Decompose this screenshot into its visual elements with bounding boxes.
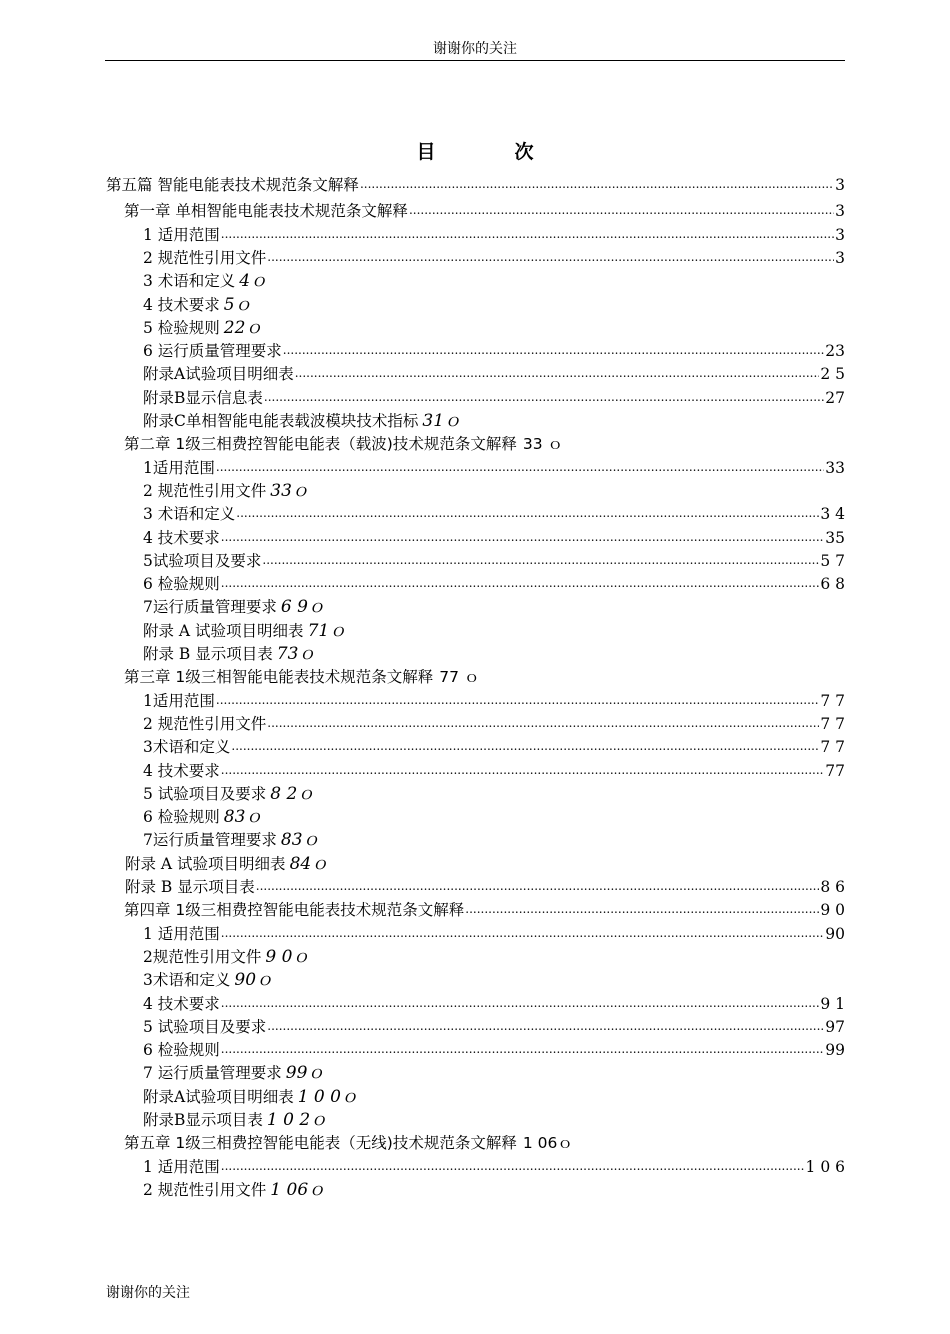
- toc-entry-label: 1 适用范围: [143, 1157, 220, 1176]
- toc-page-number: 73ｏ: [276, 644, 316, 664]
- toc-entry-label: 附录 B 显示项目表: [125, 878, 255, 896]
- toc-entry-label: 6 检验规则: [143, 808, 220, 827]
- toc-chapter-entry[interactable]: [124, 432, 563, 455]
- toc-entry-label: 7运行质量管理要求: [143, 831, 277, 850]
- toc-entry[interactable]: [143, 549, 845, 572]
- toc-page-number: 3: [835, 248, 845, 267]
- toc-entry-label: 附录B显示信息表: [143, 388, 263, 407]
- dot-leader: [221, 762, 824, 778]
- toc-page-number: 5 7: [820, 551, 845, 570]
- page-header: 谢谢你的关注: [105, 38, 845, 61]
- dot-leader: [221, 925, 824, 941]
- toc-entry-label: 5试验项目及要求: [143, 551, 262, 570]
- dot-leader: [221, 575, 820, 591]
- toc-entry-label: 2 规范性引用文件: [143, 481, 267, 500]
- toc-entry[interactable]: [143, 339, 845, 362]
- dot-leader: [264, 389, 824, 405]
- toc-page-number: 7 7: [820, 691, 845, 710]
- toc-entry[interactable]: [143, 479, 309, 502]
- toc-entry[interactable]: [125, 852, 328, 875]
- dot-leader: [283, 342, 824, 358]
- toc-entry[interactable]: [143, 1155, 845, 1178]
- toc-entry-label: 4 技术要求: [143, 528, 220, 547]
- dot-leader: [221, 1158, 805, 1174]
- toc-entry[interactable]: [143, 922, 845, 945]
- toc-entry-label: 4 技术要求: [143, 761, 220, 780]
- toc-entry-label: 5 试验项目及要求: [143, 1017, 267, 1036]
- toc-entry[interactable]: [143, 386, 845, 409]
- toc-page-number: 9 1: [820, 994, 845, 1013]
- toc-page-number: 23: [825, 342, 845, 361]
- toc-page-number: 1 06ｏ: [270, 1179, 326, 1200]
- toc-page-number: 8 2ｏ: [270, 783, 315, 804]
- toc-entry-label: 附录A试验项目明细表: [143, 1087, 294, 1106]
- dot-leader: [409, 202, 834, 218]
- toc-entry[interactable]: [143, 502, 845, 525]
- toc-page-number: 3 4: [820, 505, 845, 524]
- toc-page-number: 3: [835, 176, 845, 194]
- toc-entry[interactable]: [143, 759, 845, 782]
- toc-entry[interactable]: [143, 712, 845, 735]
- toc-page-number: 1 0 2ｏ: [266, 1110, 328, 1130]
- toc-entry-label: 6 运行质量管理要求: [143, 342, 282, 361]
- toc-page-number: 3: [835, 202, 845, 221]
- toc-page-number: 6 9ｏ: [280, 597, 325, 618]
- toc-entry-label: 4 技术要求: [143, 994, 220, 1013]
- toc-page-number: 33: [825, 458, 845, 477]
- toc-entry[interactable]: [143, 1085, 358, 1108]
- toc-entry[interactable]: [143, 362, 845, 385]
- toc-entry-label: 2 规范性引用文件: [143, 714, 267, 733]
- toc-entry-label: 附录B显示项目表: [143, 1111, 263, 1129]
- toc-entry-label: 3术语和定义: [143, 738, 231, 757]
- toc-entry-label: 3术语和定义: [143, 971, 231, 990]
- toc-entry[interactable]: [143, 1108, 327, 1131]
- toc-page-number: 7 7: [820, 738, 845, 757]
- toc-entry-label: 7运行质量管理要求: [143, 598, 277, 617]
- toc-page-number: 99ｏ: [285, 1063, 325, 1084]
- toc-page-number: 31ｏ: [422, 411, 462, 431]
- toc-entry-label: 1适用范围: [143, 691, 215, 710]
- toc-entry-label: 3 术语和定义: [143, 505, 236, 524]
- toc-entry[interactable]: [143, 409, 461, 432]
- dot-leader: [295, 365, 820, 381]
- toc-entry-label: 第三章 1级三相智能电能表技术规范条文解释: [124, 668, 434, 687]
- toc-page-number: 6 8: [820, 575, 845, 594]
- toc-entry-label: 1 适用范围: [143, 225, 220, 244]
- toc-entry[interactable]: [143, 269, 267, 292]
- toc-page-number: 4ｏ: [239, 271, 268, 292]
- dot-leader: [221, 529, 824, 545]
- toc-page-number: 90ｏ: [234, 970, 274, 991]
- toc-entry-label: 6 检验规则: [143, 575, 220, 594]
- toc-entry-label: 第四章 1级三相费控智能电能表技术规范条文解释: [124, 901, 465, 920]
- toc-chapter-entry[interactable]: [106, 173, 845, 196]
- toc-entry-label: 5 试验项目及要求: [143, 784, 267, 803]
- toc-page-number: 97: [825, 1017, 845, 1036]
- toc-page-number: 9 0: [820, 901, 845, 920]
- dot-leader: [465, 901, 819, 917]
- toc-entry[interactable]: [143, 526, 845, 549]
- toc-entry[interactable]: [143, 805, 262, 828]
- toc-entry-label: 附录 A 试验项目明细表: [125, 854, 286, 873]
- toc-page-number: 5ｏ: [223, 294, 252, 315]
- toc-page-number: 35: [825, 528, 845, 547]
- toc-entry[interactable]: [143, 595, 325, 618]
- toc-entry-label: 附录C单相智能电能表载波模块技术指标: [143, 412, 419, 430]
- toc-entry[interactable]: [143, 456, 845, 479]
- toc-page-number: 7 7: [820, 714, 845, 733]
- toc-entry[interactable]: [143, 619, 346, 642]
- toc-page-number: 77 ｏ: [439, 668, 480, 687]
- dot-leader: [221, 226, 834, 242]
- toc-entry[interactable]: [143, 992, 845, 1015]
- toc-page-number: 83ｏ: [280, 830, 320, 851]
- dot-leader: [221, 995, 820, 1011]
- toc-page-number: 2 5: [820, 365, 845, 384]
- toc-entry-label: 附录A试验项目明细表: [143, 365, 294, 384]
- toc-entry-label: 附录 A 试验项目明细表: [143, 621, 304, 640]
- toc-entry[interactable]: [143, 642, 315, 665]
- toc-entry[interactable]: [143, 689, 845, 712]
- toc-page-number: 1 0 6: [805, 1157, 845, 1176]
- dot-leader: [216, 692, 819, 708]
- toc-page-number: 27: [825, 388, 845, 407]
- toc-entry[interactable]: [143, 246, 845, 269]
- toc-entry-label: 4 技术要求: [143, 295, 220, 314]
- toc-entry[interactable]: [143, 782, 314, 805]
- toc-entry-label: 附录 B 显示项目表: [143, 645, 273, 663]
- toc-page-number: 3: [835, 225, 845, 244]
- toc-entry-label: 2 规范性引用文件: [143, 1180, 267, 1199]
- dot-leader: [267, 1018, 824, 1034]
- toc-entry[interactable]: [143, 293, 252, 316]
- page-footer: 谢谢你的关注: [106, 1285, 190, 1301]
- toc-chapter-entry[interactable]: [124, 1131, 573, 1154]
- toc-entry-label: 3 术语和定义: [143, 272, 236, 291]
- toc-page-number: 9 0ｏ: [265, 946, 310, 967]
- dot-leader: [360, 176, 834, 192]
- toc-chapter-entry[interactable]: [124, 898, 845, 921]
- toc-page-number: 77: [825, 761, 845, 780]
- toc-chapter-entry[interactable]: [124, 199, 845, 222]
- toc-page-number: 22ｏ: [223, 317, 263, 338]
- dot-leader: [231, 738, 819, 754]
- toc-entry-label: 6 检验规则: [143, 1041, 220, 1060]
- toc-entry-label: 第五篇 智能电能表技术规范条文解释: [106, 176, 359, 194]
- toc-entry-label: 1适用范围: [143, 458, 215, 477]
- toc-page-number: 8 6: [820, 878, 845, 896]
- toc-entry-label: 1 适用范围: [143, 924, 220, 943]
- toc-entry[interactable]: [143, 1178, 325, 1201]
- dot-leader: [221, 1041, 824, 1057]
- toc-entry[interactable]: [143, 223, 845, 246]
- toc-page-number: 1 0 0ｏ: [297, 1086, 358, 1107]
- toc-entry-label: 2 规范性引用文件: [143, 248, 267, 267]
- toc-entry-label: 第一章 单相智能电能表技术规范条文解释: [124, 202, 408, 221]
- toc-entry[interactable]: [143, 1038, 845, 1061]
- toc-entry[interactable]: [143, 735, 845, 758]
- dot-leader: [256, 878, 820, 894]
- toc-entry[interactable]: [125, 875, 845, 898]
- toc-page-number: 84ｏ: [289, 853, 329, 874]
- toc-page-number: 83ｏ: [223, 807, 263, 828]
- toc-page-number: 99: [825, 1041, 845, 1060]
- toc-entry[interactable]: [143, 828, 320, 851]
- toc-entry[interactable]: [143, 572, 845, 595]
- toc-page-number: 33 ｏ: [522, 435, 563, 454]
- toc-entry-label: 第五章 1级三相费控智能电能表（无线)技术规范条文解释: [124, 1134, 517, 1153]
- toc-entry-label: 第二章 1级三相费控智能电能表（载波)技术规范条文解释: [124, 435, 517, 454]
- dot-leader: [267, 249, 834, 265]
- toc-chapter-entry[interactable]: [124, 665, 479, 688]
- toc-entry-label: 7 运行质量管理要求: [143, 1064, 282, 1083]
- toc-entry[interactable]: [143, 1061, 324, 1084]
- dot-leader: [267, 715, 819, 731]
- dot-leader: [236, 505, 819, 521]
- toc-entry-label: 2规范性引用文件: [143, 947, 262, 966]
- toc-page-number: 90: [825, 924, 845, 943]
- toc-entry[interactable]: [143, 968, 273, 991]
- dot-leader: [216, 459, 824, 475]
- toc-entry[interactable]: [143, 1015, 845, 1038]
- dot-leader: [262, 552, 819, 568]
- toc-page-number: 33ｏ: [270, 480, 309, 501]
- toc-entry[interactable]: [143, 316, 262, 339]
- toc-page-number: 71ｏ: [307, 620, 347, 641]
- toc-title: 目 次: [416, 141, 564, 163]
- toc-page-number: 1 06ｏ: [522, 1134, 573, 1153]
- toc-entry[interactable]: [143, 945, 309, 968]
- toc-entry-label: 5 检验规则: [143, 318, 220, 337]
